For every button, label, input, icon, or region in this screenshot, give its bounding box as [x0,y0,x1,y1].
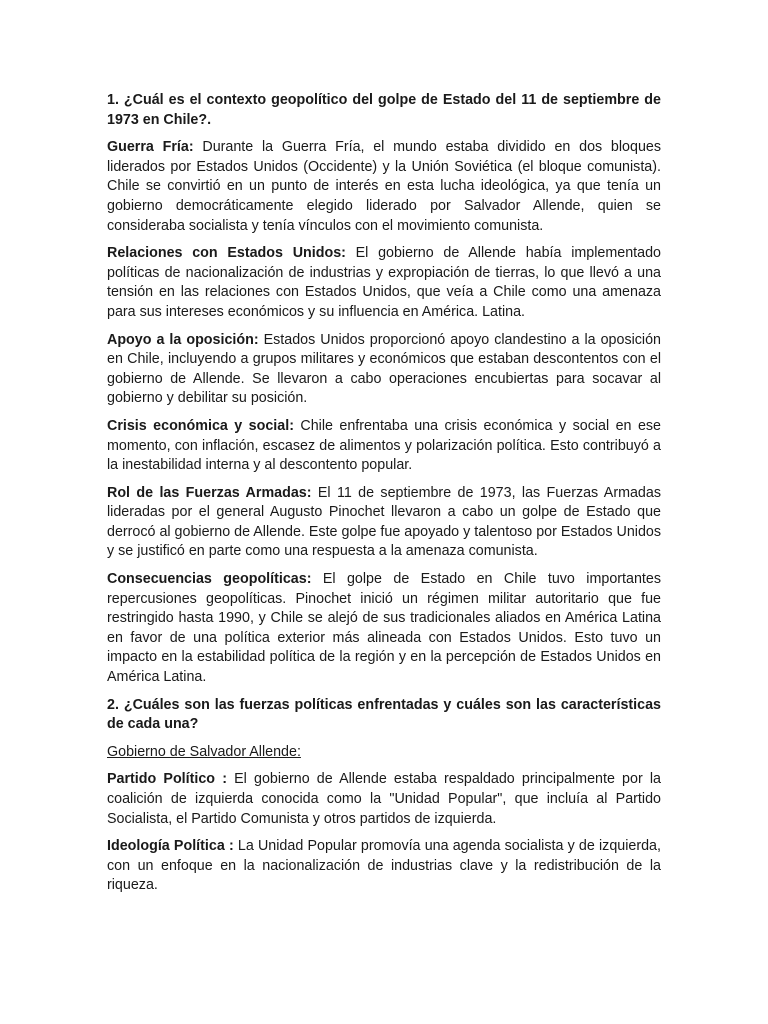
term-label: Guerra Fría: [107,139,194,156]
term-label: Apoyo a la oposición: [107,331,259,348]
question-1-heading: 1. ¿Cuál es el contexto geopolítico del golpe de Estado del 11 de septiembre de 1973 en Chile?. [107,92,661,128]
term-label: Consecuencias geopolíticas: [107,571,312,588]
paragraph-text: Estados Unidos proporcionó apoyo clandestino a la oposición en Chile, incluyendo a grupos militares y económicos que estaban descontentos con el gobierno de Allende. Se llevaron a cabo operaciones encubiertas para socavar al gobierno y debilitar su posición. [107,331,661,407]
section-label-allende: Gobierno de Salvador Allende: [107,743,301,760]
document-page [107,91,661,904]
paragraph-text: El golpe de Estado en Chile tuvo importantes repercusiones geopolíticas. Pinochet inició un régimen militar autoritario que fue restringido hasta 1990, y Chile se alejó de sus tradicionales aliados en América Latina en favor de una política exterior más alineada con Estados Unidos. Esto tuvo un impacto en la estabilidad política de la región y en la percepción de Estados Unidos en América Latina. [107,571,661,686]
paragraph-text: El gobierno de Allende había implementado políticas de nacionalización de industrias y expropiación de tierras, lo que llevó a una tensión en las relaciones con Estados Unidos, que veía a Chile como una amenaza para sus intereses económicos y su influencia en América. Latina. [107,245,661,320]
paragraph-fuerzas-armadas [107,484,661,562]
term-label: Partido Político : [107,771,227,788]
paragraph-text: La Unidad Popular promovía una agenda socialista y de izquierda, con un enfoque en la nacionalización de industrias clave y la redistribución de la riqueza. [107,838,661,894]
term-label: Crisis económica y social: [107,417,294,434]
term-label: Rol de las Fuerzas Armadas: [107,484,312,501]
paragraph-text: El gobierno de Allende estaba respaldado principalmente por la coalición de izquierda conocida como la "Unidad Popular", que incluía al Partido Socialista, el Partido Comunista y otros partidos de izquierda. [107,771,661,827]
paragraph-text: El 11 de septiembre de 1973, las Fuerzas Armadas lideradas por el general Augusto Pinochet llevaron a cabo un golpe de Estado que derrocó al gobierno de Allende. Este golpe fue apoyado y talentoso por Estados Unidos y se justificó en parte como una respuesta a la amenaza comunista. [107,484,661,560]
paragraph-ideologia-politica [107,837,661,896]
paragraph-crisis-economica [107,417,661,476]
paragraph-consecuencias [107,570,661,688]
question-2-heading: 2. ¿Cuáles son las fuerzas políticas enfrentadas y cuáles son las características de cada una? [107,696,661,733]
paragraph-relaciones-eeuu [107,244,661,322]
term-label: Ideología Política : [107,838,234,855]
paragraph-text: Durante la Guerra Fría, el mundo estaba dividido en dos bloques liderados por Estados Unidos (Occidente) y la Unión Soviética (el bloque comunista). Chile se convirtió en un punto de interés en esta lucha ideológica, ya que tenía un gobierno democráticamente elegido liderado por Salvador Allende, quien se consideraba socialista y tenía vínculos con el movimiento comunista. [107,139,662,234]
paragraph-guerra-fria [107,138,661,236]
paragraph-partido-politico [107,770,661,829]
paragraph-text: Chile enfrentaba una crisis económica y social en ese momento, con inflación, escasez de alimentos y polarización política. Esto contribuyó a la inestabilidad interna y al descontento popular. [107,417,661,474]
paragraph-apoyo-oposicion [107,331,661,409]
term-label: Relaciones con Estados Unidos: [107,245,346,262]
